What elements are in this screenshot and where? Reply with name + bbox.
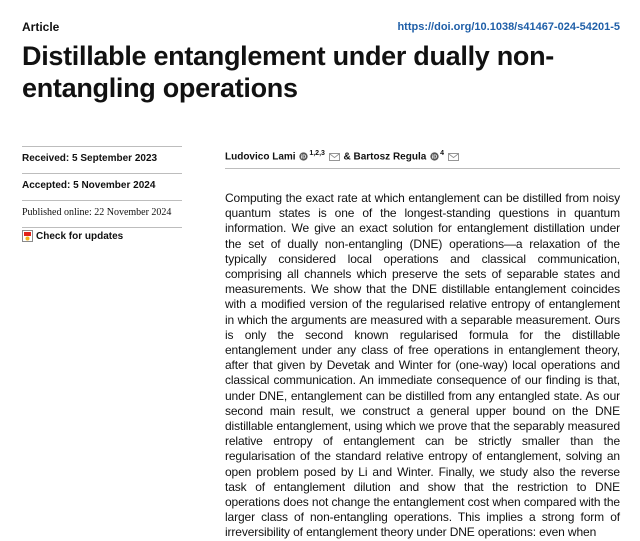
article-title: Distillable entanglement under dually non-entangling operations [22,41,554,103]
author-separator: & [343,151,351,163]
check-for-updates-button[interactable] [22,228,182,242]
top-bar [22,20,620,38]
article-info-sidebar [22,146,182,242]
author-name[interactable]: Ludovico Lami [225,151,296,163]
article-type-label: Article [22,20,60,34]
doi-link[interactable]: https://doi.org/10.1038/s41467-024-54201-5 [397,21,620,33]
svg-text:iD: iD [431,154,438,161]
author-name[interactable]: Bartosz Regula [353,151,427,163]
author-list [225,150,460,162]
check-updates-label: Check for updates [36,230,124,242]
accepted-date: Accepted: 5 November 2024 [22,180,156,191]
abstract-text: Computing the exact rate at which entanglement can be distilled from noisy quantum states is one of the longest-standing questions in quantum information. We give an exact solution for entanglement distillation under the set of dually non-entangling (DNE) operations—a relaxation of the typically considered local operations and classical communication, comprising all channels which preserve the sets of separable states and measurements. We show that the DNE distillable entanglement coincides with a modified version of the regularised relative entropy of entanglement in which the arguments are measured with a separable measurement. Ours is only the second known regularised formula for the distillable entanglement under any class of free operations in entanglement theory, after that given by Devetak and Winter for (one-way) local operations and classical communication. An immediate consequence of our finding is that, under DNE, entanglement can be distilled from any entangled state. As our second main result, we construct a general upper bound on the DNE distillable entanglement, using which we prove that the separably measured relative entropy of entanglement can be strictly smaller than the regularisation of the standard relative entropy of entanglement, solving an open problem posed by Li and Winter. Finally, we study also the reverse task of entanglement dilution and show that the restriction to DNE operations does not change the entanglement cost when compared with the larger class of non-entangling operations. This implies a strong form of irreversibility of entanglement theory under DNE operations: even when [225,191,620,540]
received-date: Received: 5 September 2023 [22,153,158,164]
orcid-icon[interactable] [299,152,308,161]
author-affiliations: 4 [440,150,444,157]
orcid-icon[interactable] [430,152,439,161]
check-updates-icon [22,230,33,242]
mail-icon[interactable] [448,153,459,161]
svg-text:iD: iD [301,154,307,161]
published-date: Published online: 22 November 2024 [22,207,172,218]
divider [225,168,620,169]
author-affiliations: 1,2,3 [309,150,325,157]
mail-icon[interactable] [329,153,340,161]
